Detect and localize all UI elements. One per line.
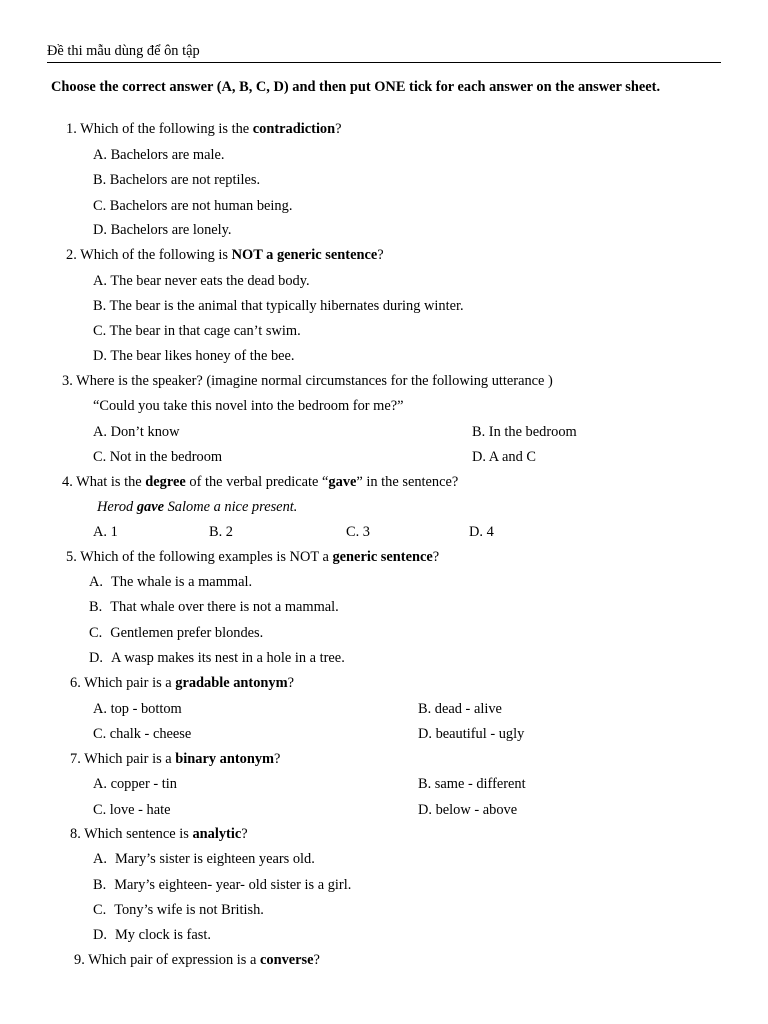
q7-option-c: C. love - hate: [93, 802, 171, 818]
q6-option-b: B. dead - alive: [418, 701, 502, 717]
page-header: Đề thi mẫu dùng để ôn tập: [47, 43, 721, 63]
question-4: 4. What is the degree of the verbal predicate “gave” in the sentence?: [62, 474, 459, 490]
question-9: 9. Which pair of expression is a converse?: [74, 952, 320, 968]
q4-option-d: D. 4: [469, 524, 494, 540]
q5-option-a: A. The whale is a mammal.: [89, 574, 253, 590]
q3-option-d: D. A and C: [472, 449, 536, 465]
question-2: 2. Which of the following is NOT a generic sentence?: [66, 247, 384, 263]
q4-example-sentence: Herod gave Salome a nice present.: [97, 499, 298, 515]
q2-option-c: C. The bear in that cage can’t swim.: [93, 323, 301, 339]
q8-option-d: D. My clock is fast.: [93, 927, 211, 943]
q3-option-a: A. Don’t know: [93, 424, 180, 440]
q5-option-b: B. That whale over there is not a mammal.: [89, 599, 339, 615]
question-5: 5. Which of the following examples is NOT a generic sentence?: [66, 549, 440, 565]
q4-option-c: C. 3: [346, 524, 370, 540]
q8-option-c: C. Tony’s wife is not British.: [93, 902, 264, 918]
q7-option-a: A. copper - tin: [93, 776, 177, 792]
q3-option-b: B. In the bedroom: [472, 424, 577, 440]
q5-option-d: D. A wasp makes its nest in a hole in a tree.: [89, 650, 345, 666]
q1-option-b: B. Bachelors are not reptiles.: [93, 172, 261, 188]
question-1: 1. Which of the following is the contradiction?: [66, 121, 342, 137]
instruction: Choose the correct answer (A, B, C, D) and then put ONE tick for each answer on the answer sheet.: [51, 79, 661, 95]
q3-quote: “Could you take this novel into the bedroom for me?”: [93, 398, 404, 414]
question-7: 7. Which pair is a binary antonym?: [70, 751, 281, 767]
q6-option-a: A. top - bottom: [93, 701, 182, 717]
question-6: 6. Which pair is a gradable antonym?: [70, 675, 294, 691]
q1-option-c: C. Bachelors are not human being.: [93, 198, 293, 214]
q7-option-d: D. below - above: [418, 802, 518, 818]
q3-option-c: C. Not in the bedroom: [93, 449, 223, 465]
q2-option-b: B. The bear is the animal that typically hibernates during winter.: [93, 298, 464, 314]
q4-option-b: B. 2: [209, 524, 233, 540]
q6-option-c: C. chalk - cheese: [93, 726, 192, 742]
question-3: 3. Where is the speaker? (imagine normal circumstances for the following utterance ): [62, 373, 553, 389]
q1-option-d: D. Bachelors are lonely.: [93, 222, 232, 238]
q2-option-d: D. The bear likes honey of the bee.: [93, 348, 295, 364]
question-8: 8. Which sentence is analytic?: [70, 826, 248, 842]
q1-option-a: A. Bachelors are male.: [93, 147, 225, 163]
q8-option-b: B. Mary’s eighteen- year- old sister is a girl.: [93, 877, 352, 893]
q7-option-b: B. same - different: [418, 776, 526, 792]
q5-option-c: C. Gentlemen prefer blondes.: [89, 625, 264, 641]
q4-option-a: A. 1: [93, 524, 118, 540]
q8-option-a: A. Mary’s sister is eighteen years old.: [93, 851, 315, 867]
q2-option-a: A. The bear never eats the dead body.: [93, 273, 310, 289]
q6-option-d: D. beautiful - ugly: [418, 726, 525, 742]
